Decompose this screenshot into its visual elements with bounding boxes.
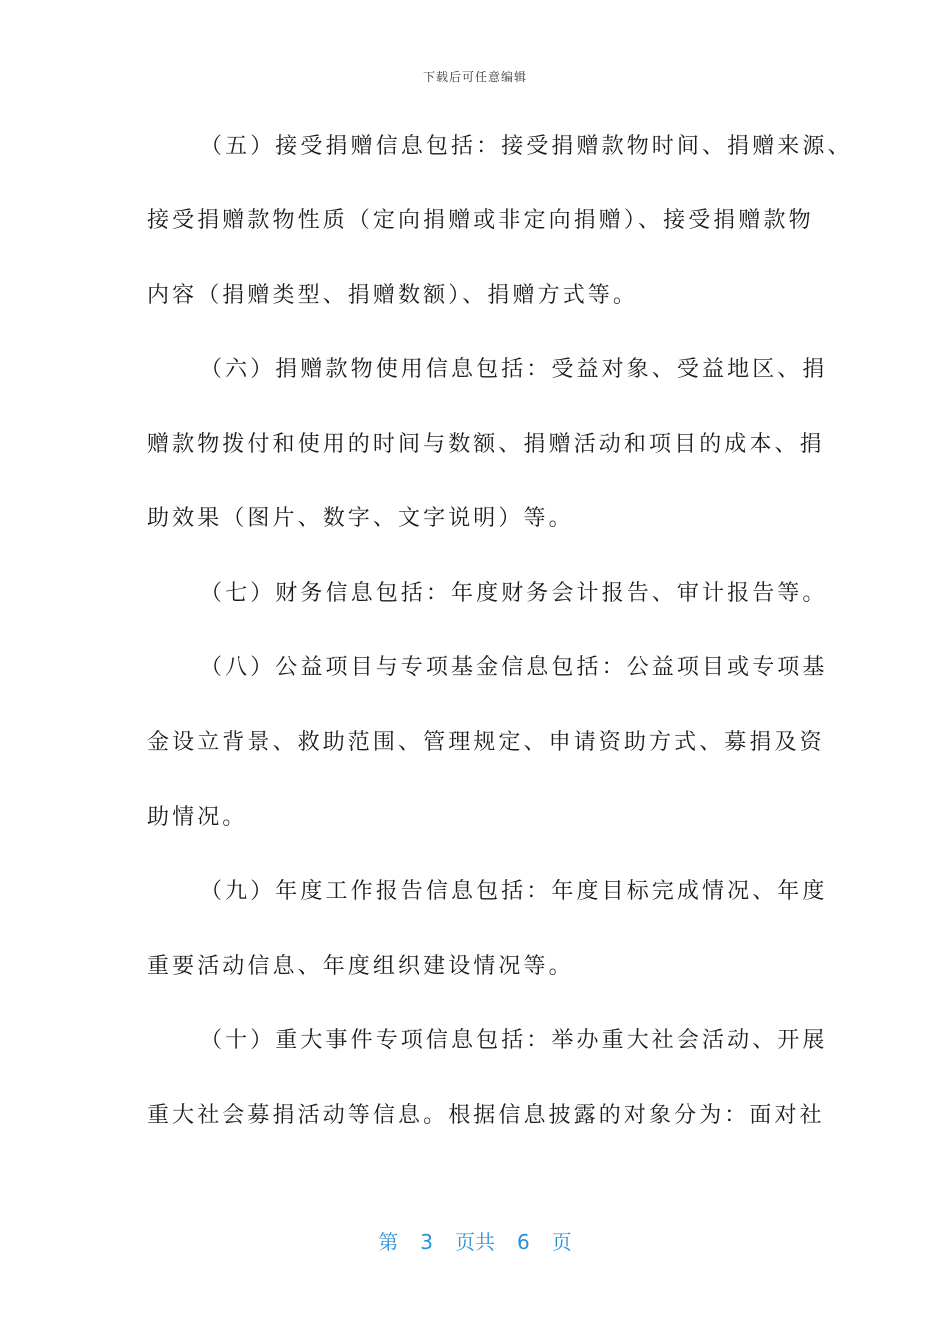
paragraph-10-line-1: （十）重大事件专项信息包括：举办重大社会活动、开展 <box>200 1028 828 1053</box>
paragraph-6-line-1: （六）捐赠款物使用信息包括：受益对象、受益地区、捐 <box>200 357 828 382</box>
paragraph-8-line-1: （八）公益项目与专项基金信息包括：公益项目或专项基 <box>200 655 828 680</box>
paragraph-8-line-3: 助情况。 <box>147 805 248 830</box>
paragraph-6-line-3: 助效果（图片、数字、文字说明）等。 <box>147 506 574 531</box>
page-prefix: 第 <box>378 1230 399 1254</box>
paragraph-5-line-3: 内容（捐赠类型、捐赠数额）、捐赠方式等。 <box>147 283 639 308</box>
paragraph-5-line-1: （五）接受捐赠信息包括：接受捐赠款物时间、捐赠来源、 <box>200 134 853 159</box>
page-middle: 页共 <box>455 1230 495 1254</box>
paragraph-9-line-2: 重要活动信息、年度组织建设情况等。 <box>147 954 574 979</box>
total-page-count: 6 <box>517 1230 530 1254</box>
header-note: 下载后可任意编辑 <box>422 70 527 84</box>
paragraph-8-line-2: 金设立背景、救助范围、管理规定、申请资助方式、募捐及资 <box>147 730 825 755</box>
paragraph-9-line-1: （九）年度工作报告信息包括：年度目标完成情况、年度 <box>200 879 828 904</box>
page-number-footer <box>0 1226 950 1255</box>
current-page-number: 3 <box>420 1230 433 1254</box>
paragraph-6-line-2: 赠款物拨付和使用的时间与数额、捐赠活动和项目的成本、捐 <box>147 432 825 457</box>
paragraph-7-line-1: （七）财务信息包括：年度财务会计报告、审计报告等。 <box>200 581 828 606</box>
paragraph-5-line-2: 接受捐赠款物性质（定向捐赠或非定向捐赠）、接受捐赠款物 <box>147 208 814 233</box>
page-suffix: 页 <box>551 1230 572 1254</box>
paragraph-10-line-2: 重大社会募捐活动等信息。根据信息披露的对象分为：面对社 <box>147 1103 825 1128</box>
